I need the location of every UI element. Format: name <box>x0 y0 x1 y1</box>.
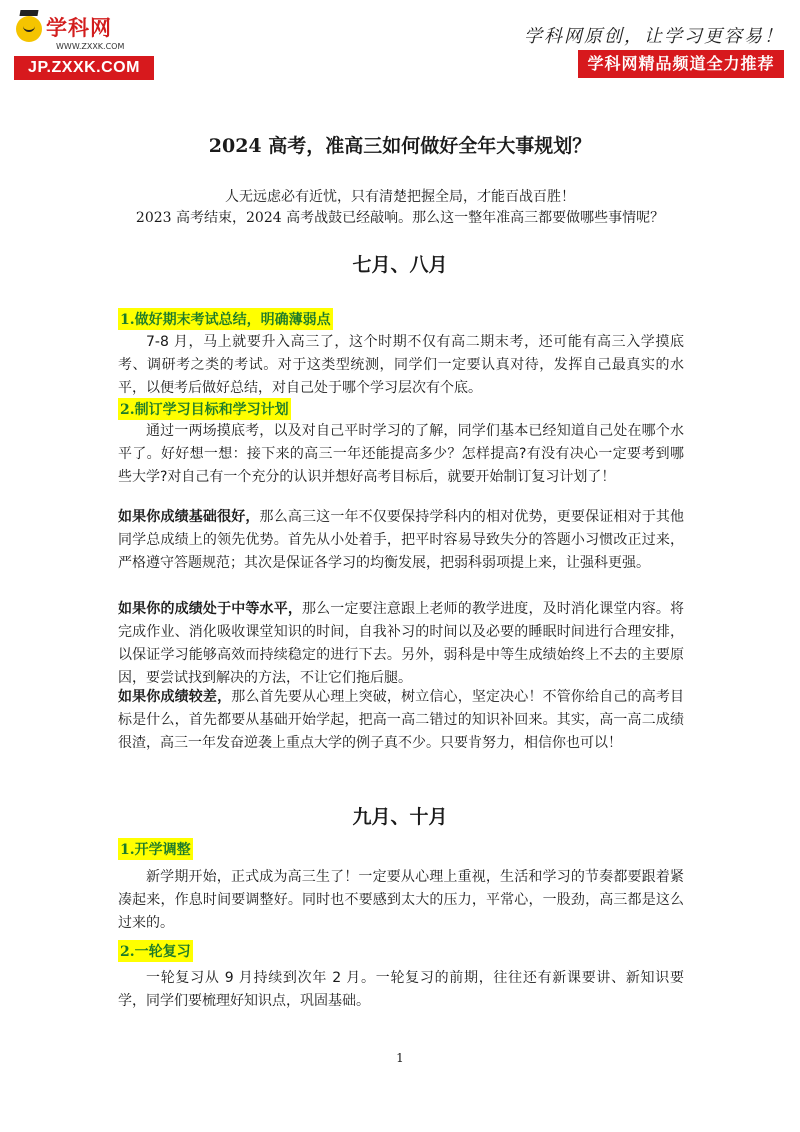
paragraph: 7-8 月，马上就要升入高三了，这个时期不仅有高二期末考，还可能有高三入学摸底考、调研考之类的考试。对于这类型统测，同学们一定要认真对待，发挥自己最真实的水平，以便考后做好总结，对自己处于哪个学习层次有个底。 <box>118 334 684 396</box>
case-lead: 如果你的成绩处于中等水平， <box>118 601 302 617</box>
case-text: 那么一定要注意跟上老师的教学进度，及时消化课堂内容。将完成作业、消化吸收课堂知识的时间，自我补习的时间以及必要的睡眠时间进行合理安排，以保证学习能够高效而持续稳定的进行下去。另外，弱科是中等生成绩始终上不去的主要原因，要尝试找到解决的方法，不让它们拖后腿。 <box>118 601 684 686</box>
intro-line: 人无远虑必有近忧，只有清楚把握全局，才能百战百胜！ <box>225 189 575 205</box>
case-text: 那么高三这一年不仅要保持学科内的相对优势，更要保证相对于其他同学总成绩上的领先优势。首先从小处着手，把平时容易导致失分的答题小习惯改正过来，严格遵守答题规范；其次是保证各学习的均衡发展，把弱科弱项提上来，让强科更强。 <box>118 509 685 571</box>
subheading: 2.制订学习目标和学习计划 <box>118 398 291 420</box>
subheading: 1.做好期末考试总结，明确薄弱点 <box>118 308 333 330</box>
intro-line: 2023 高考结束，2024 高考战鼓已经敲响。那么这一整年准高三都要做哪些事情呢？ <box>135 210 665 226</box>
subheading: 1.开学调整 <box>118 838 193 860</box>
site-logo[interactable] <box>14 12 154 82</box>
paragraph: 通过一两场摸底考，以及对自己平时学习的了解，同学们基本已经知道自己处在哪个水平了。好好想一想：接下来的高三一年还能提高多少？怎样提高?有没有决心一定要考到哪些大学?对自己有一个充分的认识并想好高考目标后，就要开始制订复习计划了！ <box>118 423 684 485</box>
section-heading-sep-oct: 九月、十月 <box>352 806 448 828</box>
case-lead: 如果你成绩基础很好， <box>118 509 260 525</box>
case-paragraph <box>118 506 684 575</box>
document-title: 2024 高考，准高三如何做好全年大事规划？ <box>208 135 592 157</box>
case-text: 那么首先要从心理上突破，树立信心，坚定决心！不管你给自己的高考目标是什么，首先都要从基础开始学起，把高一高二错过的知识补回来。其实，高一高二成绩很渣，高三一年发奋逆袭上重点大学的例子真不少。只要肯努力，相信你也可以！ <box>118 689 685 751</box>
case-paragraph <box>118 686 684 755</box>
case-paragraph <box>118 598 684 690</box>
logo-badge[interactable]: JP.ZXXK.COM <box>14 56 154 80</box>
logo-name: 学科网 <box>46 16 112 40</box>
section-heading-jul-aug: 七月、八月 <box>352 254 448 276</box>
paragraph: 一轮复习从 9 月持续到次年 2 月。一轮复习的前期，往往还有新课要讲、新知识要学，同学们要梳理好知识点，巩固基础。 <box>118 970 684 1009</box>
mascot-icon <box>16 16 42 42</box>
paragraph: 新学期开始，正式成为高三生了！一定要从心理上重视，生活和学习的节奏都要跟着紧凑起来，作息时间要调整好。同时也不要感到太大的压力，平常心，一股劲，高三都是这么过来的。 <box>118 869 684 931</box>
case-lead: 如果你成绩较差， <box>118 689 232 705</box>
header-slogan: 学科网原创，让学习更容易！ <box>524 26 784 47</box>
promo-banner: 学科网精品频道全力推荐 <box>578 50 784 78</box>
subheading: 2.一轮复习 <box>118 940 193 962</box>
logo-url: WWW.ZXXK.COM <box>56 42 125 51</box>
page-number: 1 <box>396 1051 404 1065</box>
